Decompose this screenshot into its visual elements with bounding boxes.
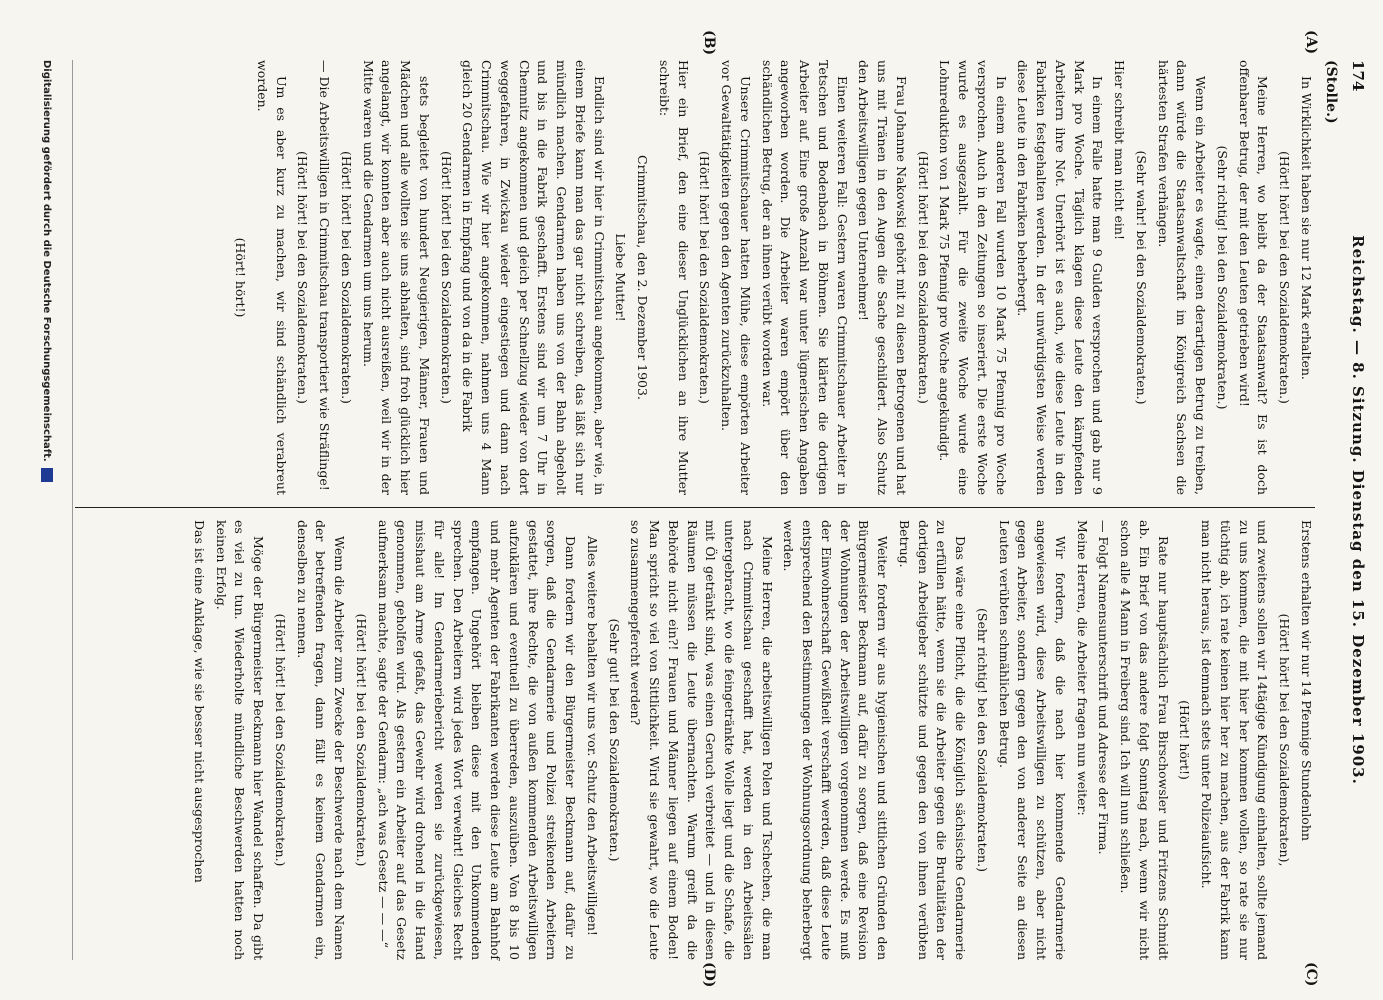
interjection: (Hört! hört!) bbox=[1177, 700, 1193, 780]
interjection: (Hört! hört! bei den Sozialdemokraten), bbox=[1277, 613, 1293, 867]
paragraph: Unsere Crimmitschauer hatten Mühe, diese empörten Arbeiter vor Gewalttätigkeiten gegen den Agenten zurückzuhalten. bbox=[719, 60, 753, 495]
paragraph: Erstens erhalten wir nur 14 Pfennige Stundenlohn bbox=[1299, 520, 1314, 841]
interjection: (Hört! hört! bei den Sozialdemokraten.) bbox=[273, 613, 288, 867]
paragraph: Rate nur hauptsächlich Frau Birschowsler und Fritzens Schmidt ab. Ein Brief von das andere folgt Sonntag nach, wenn wir nicht schon alle 4 Mann in Freiberg sind. Ich will nun schließen. bbox=[1118, 520, 1171, 960]
paragraph: Weiter fordern wir aus hygienischen und sittlichen Gründen den Bürgermeister Beckmann auf, dafür zu sorgen, daß eine Revision der Wohnungen der Arbeitswilligen vorgenommen werde. Es muß der Einwohnerschaft Gewißheit verschafft werden, daß diese Leute entsprechend den Bestimmungen der Wohnungsordnung beherbergt werden. bbox=[781, 520, 891, 960]
margin-mark-d: (D) bbox=[701, 962, 717, 988]
interjection: (Sehr wahr! bei den Sozialdemokraten.) bbox=[1134, 150, 1149, 405]
speaker-name: (Stolle.) bbox=[1323, 60, 1339, 124]
interjection: (Hört! hört!) bbox=[233, 237, 249, 318]
paragraph: Um es aber kurz zu machen, wir sind schändlich verabreut worden. bbox=[255, 60, 289, 495]
paragraph: Möge der Bürgermeister Beckmann hier Wandel schaffen. Da gibt es viel zu tun. Wiederholte mündliche Beschwerden hatten noch keinen Erfolg. bbox=[213, 520, 267, 960]
interjection: (Hört! hört! bei den Sozialdemokraten.) bbox=[295, 151, 311, 404]
dfg-logo-icon bbox=[41, 468, 53, 482]
interjection: (Hört! hört! bei den Sozialdemokraten.) bbox=[1277, 151, 1293, 404]
paragraph: Meine Herren, die Arbeiter fragen nun weiter: bbox=[1074, 520, 1090, 816]
paragraph: — Folgt Namensunterschrift und Adresse der Firma. bbox=[1096, 520, 1112, 855]
paragraph: Wir fordern, daß die nach hier kommende Gendarmerie angewiesen wird, diese Arbeitswilligen zu schützen, aber nicht gegen Arbeiter, sondern gegen den von anderer Seite an diesen Leuten verübten schmählichen Betrug. bbox=[996, 520, 1068, 960]
paragraph: Hier ein Brief, den eine dieser Unglücklichen an ihre Mutter schreibt: bbox=[657, 60, 691, 495]
page-number: 174 bbox=[1349, 60, 1367, 92]
interjection: (Sehr gut! bei den Sozialdemokraten.) bbox=[606, 618, 622, 862]
paragraph: Dann fordern wir den Bürgermeister Beckmann auf, dafür zu sorgen, daß die Gendarmerie und Polizei streikenden Arbeitern gestattet, ihre Rechte, die von außen kommenden Arbeitswilligen aufzuklären und eventuell zu überreden, auszuüben. Von 8 bis 10 und mehr Agenten der Fabrikanten werden diese Leute am Bahnhof empfangen. Ungehört bleiben diese mit den Unkommenden sprechen. Den Arbeitern wird jedes Wort verwehrt! Gleiches Recht für alle! Im Gendarmeriebericht werden sie zurückgewiesen, misshaut am Arme gefaßt, das Gewehr wird drohend in die Hand genommen, geholfen wird. Als gestern ein Arbeiter auf das Gesetz aufmerksam machte, sagte der Gendarm: „ach was Gesetz — — —“ bbox=[375, 520, 579, 960]
paragraph: Wenn ein Arbeiter es wagte, einen derartigen Betrug zu treiben, dann würde die Staatsanwaltschaft im Königreich Sachsen die härtesten Strafen verhängen. bbox=[1155, 60, 1209, 495]
interjection: (Hört! hört! bei den Sozialdemokraten.) bbox=[915, 151, 931, 404]
paragraph: und zweitens sollen wir 14tägige Kündigung einhalten, sollte jemand zu uns kommen, die mit hier her kommen wollen, so rate sie nur tüchtig ab, ich rate keinen hier her zu machen, aus der Fabrik kann man nicht heraus, ist demnach stets unter Polizeiaufsicht. bbox=[1199, 520, 1271, 960]
page-title: Reichstag. — 8. Sitzung. Dienstag den 15. Dezember 1903. bbox=[1349, 235, 1367, 785]
interjection: (Hört! hört! bei den Sozialdemokraten.) bbox=[697, 151, 713, 404]
paragraph: Das ist eine Anklage, wie sie besser nicht ausgesprochen bbox=[192, 520, 207, 883]
margin-mark-a: (A) bbox=[1303, 30, 1319, 55]
paragraph: Das wäre eine Pflicht, die die Königlich sächsische Gendarmerie zu erfüllen hätte, wenn sie die Arbeiter gegen die Brutalitäten der dortigen Arbeitgeber schützte und gegen den von ihnen verübten Betrug. bbox=[897, 520, 969, 960]
paragraph: Frau Johanne Nakowski gehört mit zu diesen Betrogenen und hat uns mit Tränen in den Augen die Sache geschildert. Also Schutz den Arbeitswilligen gegen Unternehmer! bbox=[856, 60, 909, 495]
paragraph: In einem anderen Fall wurden 10 Mark 75 Pfennig pro Woche versprochen. Auch in den Zeitungen so inseriert. Die erste Woche wurde es ausgezahlt. Für die zweite Woche wurde eine Lohnreduktion von 1 Mark 75 Pfennig pro Woche angekündigt. bbox=[937, 60, 1009, 495]
letter-paragraph: stets begleitet von hundert Neugierigen, Männer, Frauen und Mädchen und alle wollten sie uns abhalten, sind froh glücklich hier angelangt, wir konnten aber auch nicht ausreißen, weil wir in der Mitte waren und die Gendarmen um uns herum. bbox=[360, 60, 432, 495]
margin-mark-b: (B) bbox=[701, 30, 717, 56]
interjection: (Hört! hört! bei den Sozialdemokraten.) bbox=[339, 151, 354, 404]
footer-divider bbox=[72, 60, 73, 960]
paragraph: — Die Arbeitswilligen in Crimmitschau transportiert wie Sträflinge! bbox=[317, 60, 333, 491]
page-header bbox=[1341, 60, 1367, 960]
interjection: (Hört! hört! bei den Sozialdemokraten.) bbox=[354, 613, 369, 867]
paragraph: Meine Herren, wo bleibt da der Staatsanwalt? Es ist doch offenbarer Betrug, der mit den Leuten getrieben wird! bbox=[1236, 60, 1271, 495]
letter-paragraph: Endlich sind wir hier in Crimmitschau angekommen, aber wie, in einem Briefe kann man das gar nicht schreiben, das läßt sich nur mündlich machen. Gendarmen haben uns von der Bahn abgeholt und bis in die Fabrik geschafft. Erstens sind wir um 7 Uhr in Chemnitz angekommen und gleich per Schnellzug wieder von dort weggefahren, in Zwickau wieder eingestiegen und dann nach Crimmitschau. Wie wir hier angekommen, nahmen uns 4 Mann gleich 20 Gendarmen in Empfang und von da in die Fabrik bbox=[460, 60, 607, 495]
right-column bbox=[186, 520, 1315, 960]
margin-mark-c: (C) bbox=[1303, 962, 1319, 987]
paragraph: Hier schreibt man nicht ein! bbox=[1112, 60, 1128, 240]
interjection: (Hört! hört! bei den Sozialdemokraten.) bbox=[438, 151, 454, 404]
paragraph: Einen weiteren Fall: Gestern waren Crimmitschauer Arbeiter in Tetschen und Bodenbach in Böhmen. Sie klärten die dortigen Arbeiter auf. Eine große Anzahl war unter lügnerischen Angaben angeworben worden. Die Arbeiter waren empört über den schändlichen Betrug, der an ihnen verübt worden war. bbox=[759, 60, 850, 495]
letter-date: Crimmitschau, den 2. Dezember 1903. bbox=[635, 155, 651, 400]
paragraph: Meine Herren, die arbeitswilligen Polen und Tschechen, die man nach Crimmitschau geschafft hat, werden in den Arbeitssälen untergebracht, wo die feingetränkte Wolle liegt und die Schafe, die mit Öl getränkt sind, was einen Geruch verbreitet — und in diesen Räumen müssen die Leute übernachten. Warum greift da die Behörde nicht ein?! Frauen und Männer liegen auf einem Boden! Man spricht so viel von Sittlichkeit. Wird sie gewahrt, wo die Leute so zusammengepfercht werden? bbox=[628, 520, 775, 960]
letter-salutation: Liebe Mutter! bbox=[613, 233, 629, 322]
credit-text: Digitalisierung gefördert durch die Deutsche Forschungsgemeinschaft. bbox=[41, 60, 52, 462]
paragraph: Alles weitere behalten wir uns vor. Schutz den Arbeitswilligen! bbox=[585, 536, 600, 936]
paragraph: In einem Falle hatte man 9 Gulden versprochen und gab nur 9 Mark pro Woche. Täglich klagen diese Leute den kämpfenden Arbeitern ihre Not. Unerhört ist es auch, wie diese Leute in den Fabriken festgehalten werden. In der unwürdigsten Weise werden diese Leute in den Fabriken beherbergt. bbox=[1015, 60, 1106, 495]
interjection: (Sehr richtig! bei den Sozialdemokraten.) bbox=[1215, 145, 1230, 410]
paragraph: In Wirklichkeit haben sie nur 12 Mark erhalten. bbox=[1299, 76, 1314, 380]
digitization-credit bbox=[41, 60, 53, 482]
column-divider bbox=[75, 507, 1315, 508]
left-column bbox=[228, 60, 1316, 495]
interjection: (Sehr richtig! bei den Sozialdemokraten.) bbox=[975, 608, 990, 872]
paragraph: Wenn die Arbeiter zum Zwecke der Beschwerde nach dem Namen der betreffenden fragen, dann fällt es keinem Gendarmen ein, denselben zu nennen. bbox=[294, 520, 348, 960]
